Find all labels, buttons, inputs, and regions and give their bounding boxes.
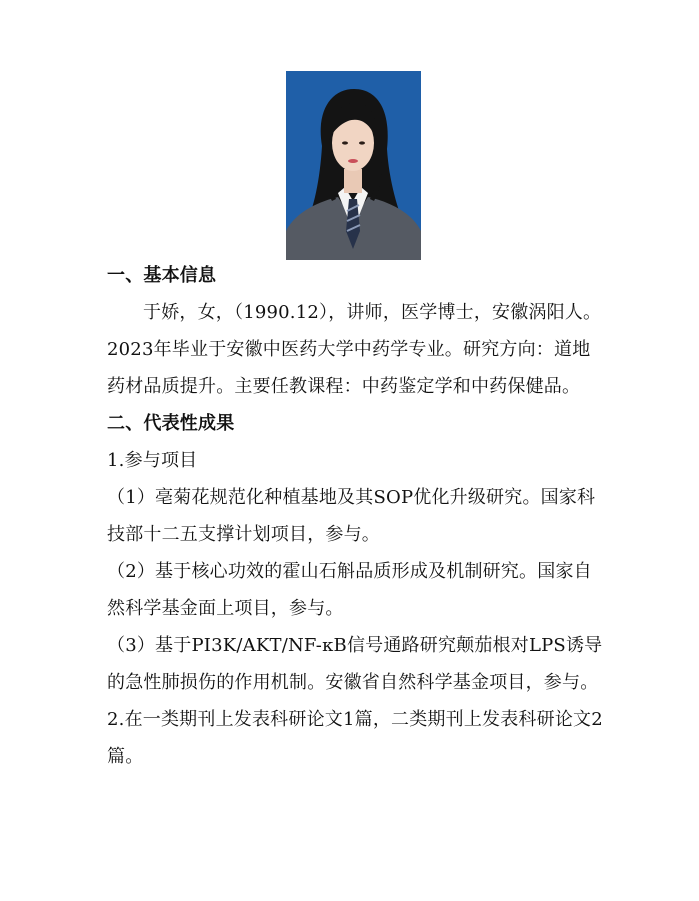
projects-title: 1.参与项目 <box>107 450 198 471</box>
portrait-photo <box>286 71 421 260</box>
section-heading-achievements: 二、代表性成果 <box>107 413 235 434</box>
basic-info-paragraph: 于娇，女，（1990.12），讲师，医学博士，安徽涡阳人。2023年毕业于安徽中医药大学中药学专业。研究方向：道地药材品质提升。主要任教课程：中药鉴定学和中药保健品。 <box>107 302 602 397</box>
project-item: （3）基于PI3K/AKT/NF-κB信号通路研究颠茄根对LPS诱导的急性肺损伤的作用机制。安徽省自然科学基金项目，参与。 <box>107 635 603 693</box>
project-item: （1）亳菊花规范化种植基地及其SOP优化升级研究。国家科技部十二五支撑计划项目，参与。 <box>107 487 596 545</box>
project-item: （2）基于核心功效的霍山石斛品质形成及机制研究。国家自然科学基金面上项目，参与。 <box>107 561 592 619</box>
papers-summary: 2.在一类期刊上发表科研论文1篇，二类期刊上发表科研论文2篇。 <box>107 709 603 767</box>
document-body <box>107 257 607 775</box>
portrait-illustration <box>286 71 421 260</box>
section-heading-basic-info: 一、基本信息 <box>107 265 217 286</box>
